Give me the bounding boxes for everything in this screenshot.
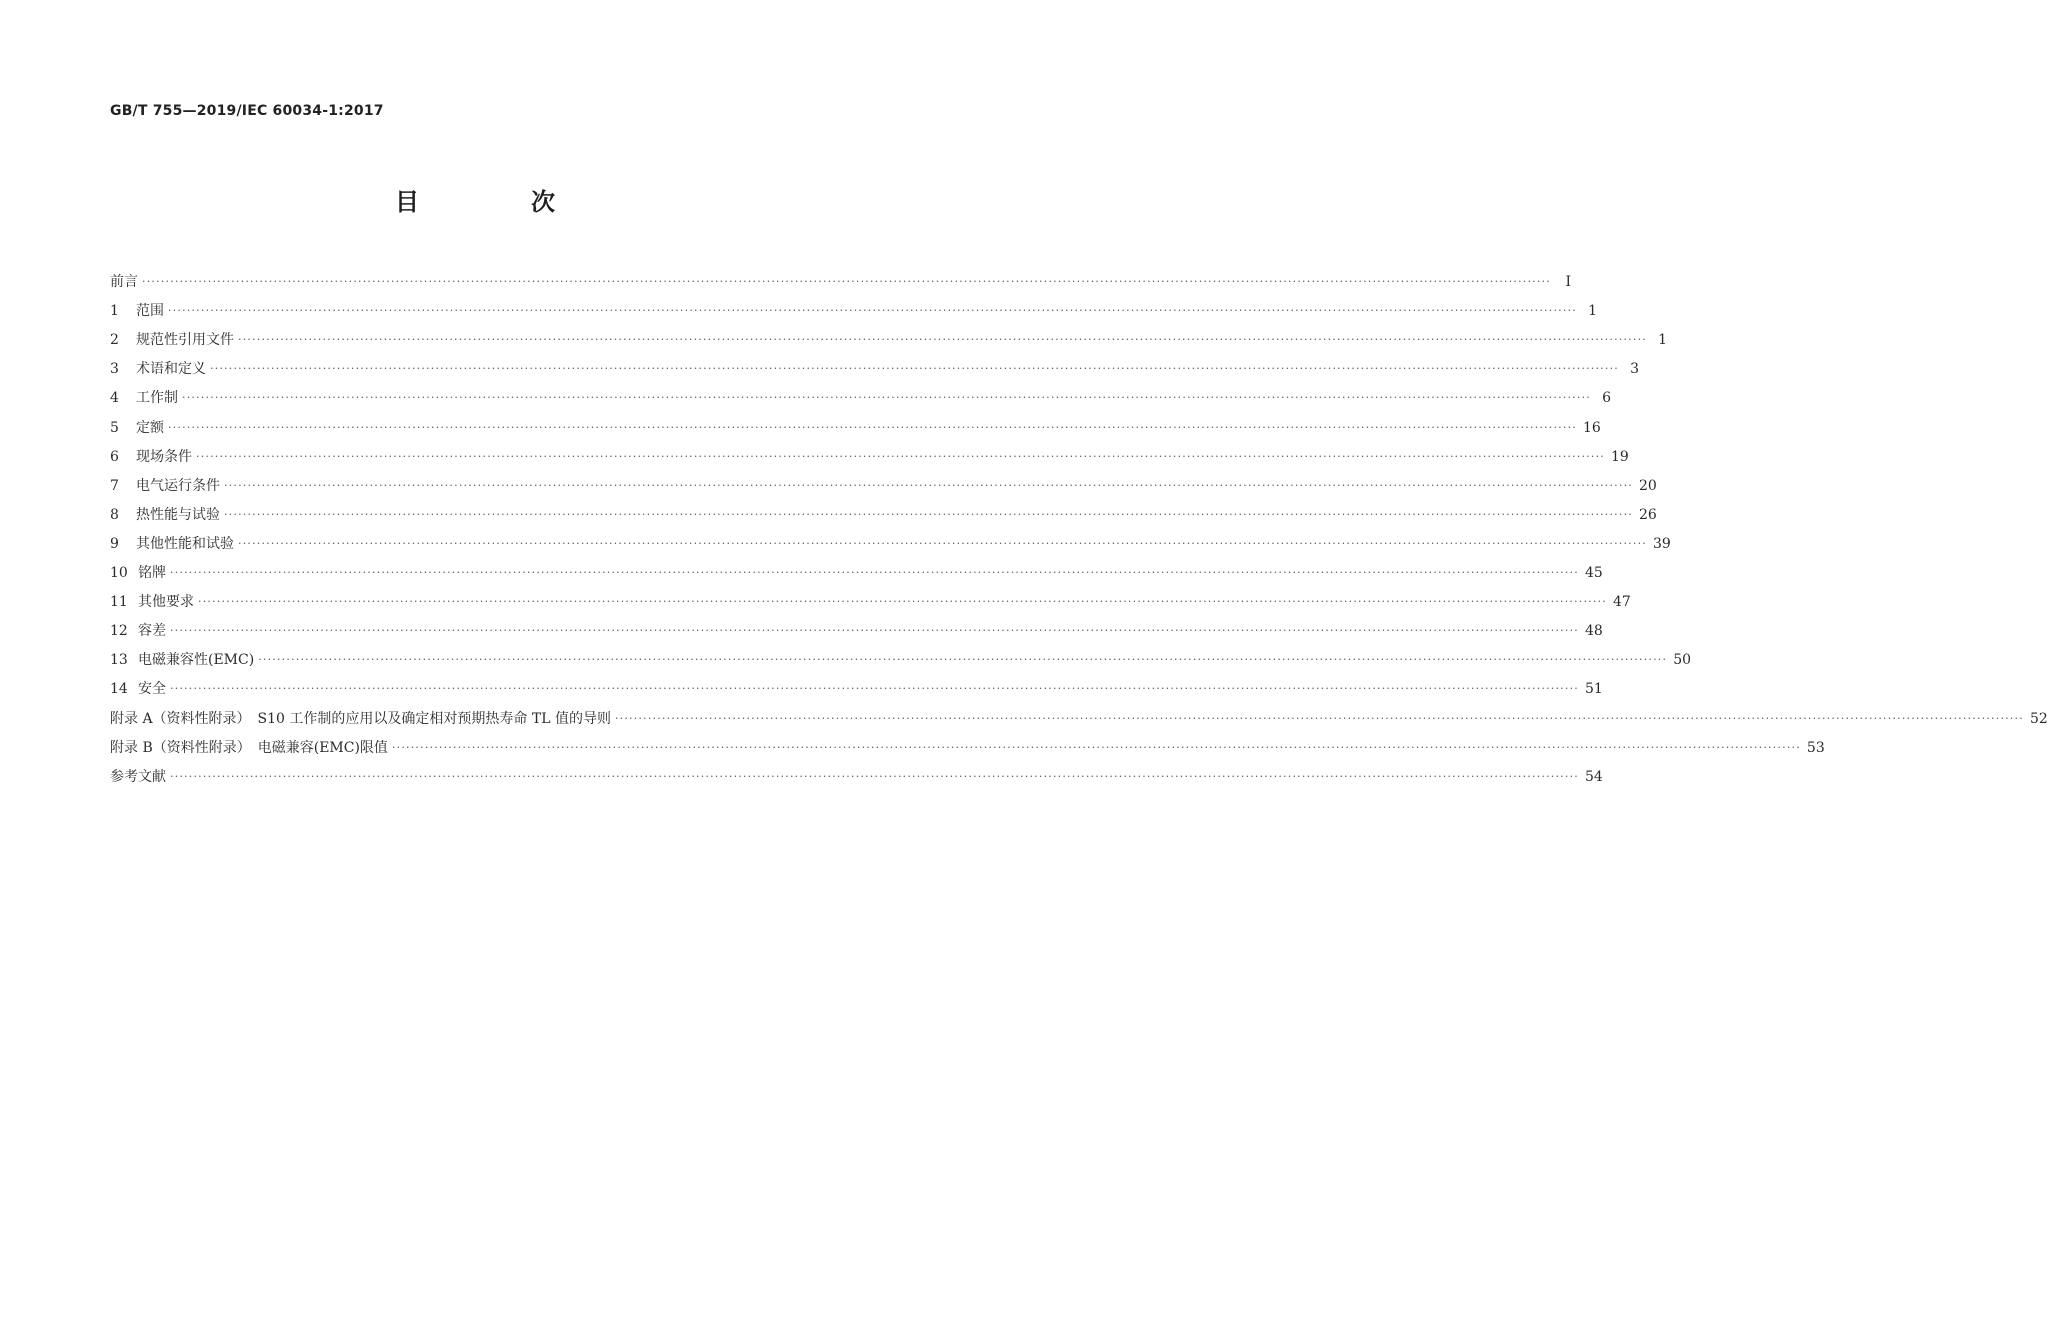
dot-leader: ············································································································································································································································································································ bbox=[182, 391, 1591, 405]
toc-entry-label: 术语和定义 bbox=[136, 361, 206, 378]
dot-leader: ············································································································································································································································································································ bbox=[224, 507, 1633, 521]
toc-entry-number: 7 bbox=[110, 477, 119, 494]
dot-leader: ············································································································································································································································································································ bbox=[170, 624, 1579, 638]
toc-entry-number: 1 bbox=[110, 303, 119, 320]
toc-entry-label: 范围 bbox=[136, 303, 164, 320]
toc-entry-number: 2 bbox=[110, 332, 119, 349]
toc-entry-11[interactable] bbox=[110, 583, 1631, 612]
toc-entry-12[interactable] bbox=[110, 612, 1603, 641]
toc-entry-label: 其他性能和试验 bbox=[136, 535, 234, 552]
toc-entry-foreword[interactable] bbox=[110, 263, 1571, 292]
toc-entry-annex-b[interactable] bbox=[110, 729, 1825, 758]
toc-entry-4[interactable] bbox=[110, 379, 1611, 408]
toc-entry-page: 45 bbox=[1584, 565, 1603, 582]
dot-leader: ············································································································································································································································································································ bbox=[170, 769, 1579, 783]
toc-entry-9[interactable] bbox=[110, 525, 1671, 554]
toc-entry-label: 热性能与试验 bbox=[136, 506, 220, 523]
toc-entry-label: 规范性引用文件 bbox=[136, 332, 234, 349]
toc-entry-page: 19 bbox=[1610, 448, 1629, 465]
toc-entry-bibliography[interactable] bbox=[110, 758, 1603, 787]
dot-leader: ············································································································································································································································································································ bbox=[198, 595, 1607, 609]
toc-entry-label: 附录 B（资料性附录） 电磁兼容(EMC)限值 bbox=[110, 739, 388, 756]
toc-entry-number: 9 bbox=[110, 535, 119, 552]
toc-entry-number: 10 bbox=[110, 565, 128, 582]
dot-leader: ············································································································································································································································································································ bbox=[142, 275, 1551, 289]
toc-entry-label: 其他要求 bbox=[138, 594, 194, 611]
toc-entry-number: 3 bbox=[110, 361, 119, 378]
dot-leader: ············································································································································································································································································································ bbox=[210, 362, 1619, 376]
dot-leader: ············································································································································································································································································································ bbox=[391, 740, 1801, 754]
toc-entry-page: 20 bbox=[1638, 477, 1657, 494]
toc-entry-10[interactable] bbox=[110, 554, 1603, 583]
toc-entry-8[interactable] bbox=[110, 496, 1657, 525]
toc-entry-number: 11 bbox=[110, 594, 128, 611]
toc-entry-label: 安全 bbox=[138, 681, 166, 698]
toc-entry-6[interactable] bbox=[110, 438, 1629, 467]
toc-entry-label: 工作制 bbox=[136, 390, 178, 407]
toc-entry-page: 1 bbox=[1658, 332, 1667, 349]
dot-leader: ············································································································································································································································································································ bbox=[224, 478, 1633, 492]
toc-entry-page: 3 bbox=[1630, 361, 1639, 378]
toc-entry-label: 定额 bbox=[136, 419, 164, 436]
dot-leader: ············································································································································································································································································································ bbox=[238, 333, 1647, 347]
standard-number: GB/T 755—2019/IEC 60034-1:2017 bbox=[110, 103, 384, 119]
toc-entry-page: 51 bbox=[1584, 681, 1603, 698]
toc-entry-page: 54 bbox=[1584, 768, 1603, 785]
toc-entry-label: 前言 bbox=[110, 274, 138, 291]
toc-entry-number: 14 bbox=[110, 681, 128, 698]
toc-entry-annex-a[interactable] bbox=[110, 699, 2048, 728]
dot-leader: ············································································································································································································································································································ bbox=[258, 653, 1668, 667]
dot-leader: ············································································································································································································································································································ bbox=[196, 449, 1605, 463]
toc-entry-label: 电气运行条件 bbox=[136, 477, 220, 494]
toc-entry-1[interactable] bbox=[110, 292, 1597, 321]
toc-entry-label: 电磁兼容性(EMC) bbox=[138, 652, 255, 669]
dot-leader: ············································································································································································································································································································ bbox=[614, 711, 2024, 725]
dot-leader: ············································································································································································································································································································ bbox=[170, 682, 1579, 696]
toc-entry-3[interactable] bbox=[110, 350, 1639, 379]
page-title: 目 次 bbox=[395, 188, 599, 216]
toc-entry-number: 12 bbox=[110, 623, 128, 640]
toc-entry-label: 参考文献 bbox=[110, 768, 166, 785]
dot-leader: ············································································································································································································································································································ bbox=[168, 304, 1577, 318]
toc-entry-page: 53 bbox=[1806, 739, 1825, 756]
toc-entry-page: 50 bbox=[1673, 652, 1692, 669]
toc-entry-page: 39 bbox=[1652, 535, 1671, 552]
dot-leader: ············································································································································································································································································································ bbox=[238, 536, 1647, 550]
toc-entry-number: 6 bbox=[110, 448, 119, 465]
toc-entry-page: 16 bbox=[1582, 419, 1601, 436]
toc-entry-label: 容差 bbox=[138, 623, 166, 640]
toc-entry-page: 6 bbox=[1602, 390, 1611, 407]
toc-entry-page: 47 bbox=[1612, 594, 1631, 611]
toc-entry-13[interactable] bbox=[110, 641, 1692, 670]
toc-entry-14[interactable] bbox=[110, 670, 1603, 699]
table-of-contents bbox=[110, 263, 2048, 787]
toc-entry-number: 8 bbox=[110, 506, 119, 523]
toc-entry-page: 48 bbox=[1584, 623, 1603, 640]
toc-entry-5[interactable] bbox=[110, 408, 1601, 437]
toc-entry-page: 26 bbox=[1638, 506, 1657, 523]
toc-entry-7[interactable] bbox=[110, 467, 1657, 496]
toc-entry-page: 1 bbox=[1588, 303, 1597, 320]
toc-entry-number: 4 bbox=[110, 390, 119, 407]
toc-entry-label: 现场条件 bbox=[136, 448, 192, 465]
dot-leader: ············································································································································································································································································································ bbox=[170, 566, 1579, 580]
toc-entry-page: Ⅰ bbox=[1565, 274, 1571, 291]
toc-entry-page: 52 bbox=[2029, 710, 2048, 727]
toc-entry-label: 附录 A（资料性附录） S10 工作制的应用以及确定相对预期热寿命 TL 值的导则 bbox=[110, 710, 611, 727]
toc-entry-number: 13 bbox=[110, 652, 128, 669]
toc-entry-number: 5 bbox=[110, 419, 119, 436]
toc-entry-label: 铭牌 bbox=[138, 565, 166, 582]
dot-leader: ············································································································································································································································································································ bbox=[168, 420, 1577, 434]
toc-entry-2[interactable] bbox=[110, 321, 1667, 350]
